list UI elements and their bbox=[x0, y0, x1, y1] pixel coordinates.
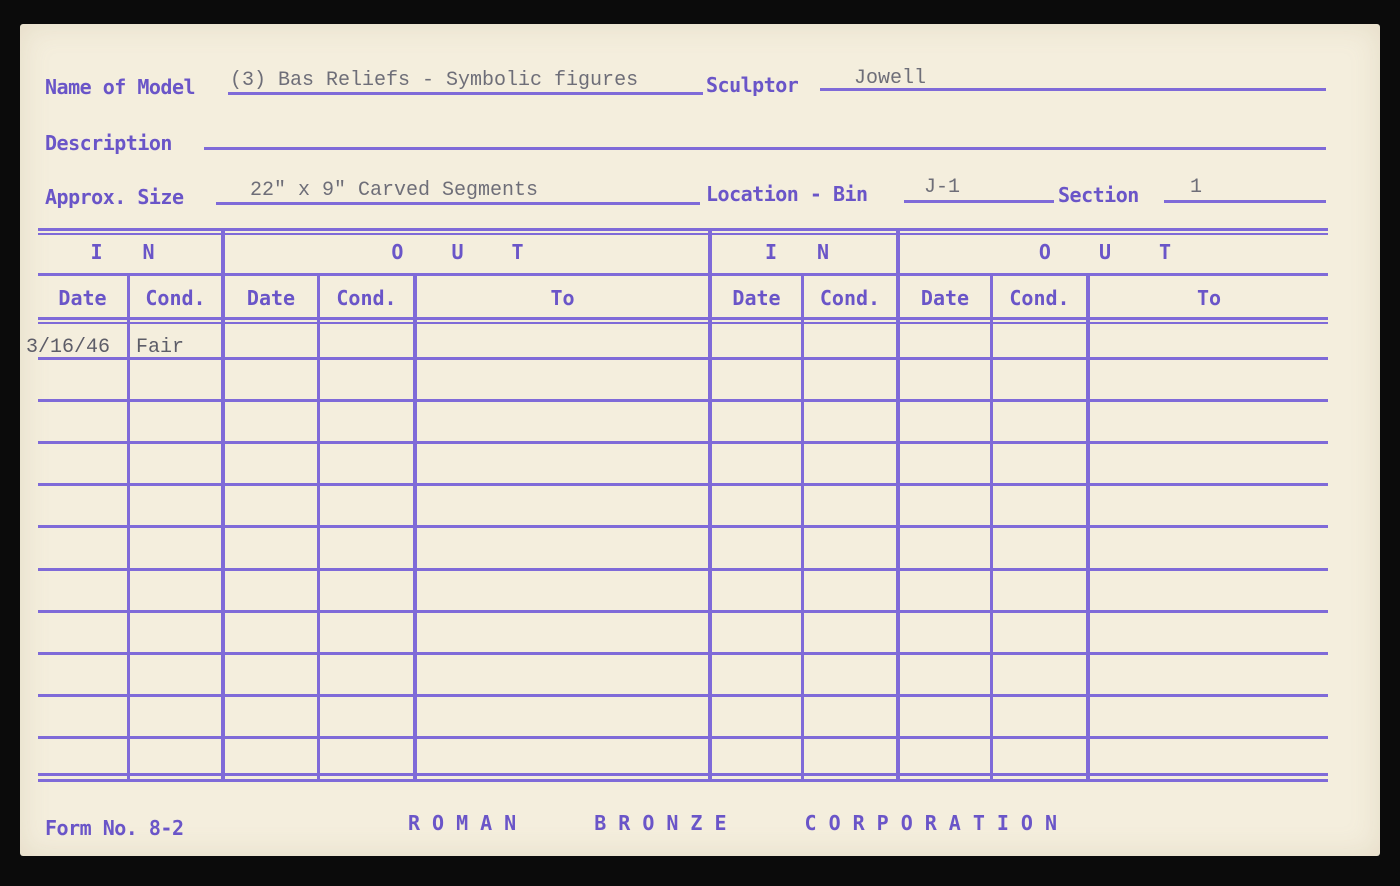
group-header-out: O U T bbox=[391, 240, 542, 264]
table-top-border bbox=[38, 228, 1328, 231]
index-card bbox=[20, 24, 1380, 856]
sculptor-label: Sculptor bbox=[706, 73, 799, 97]
group-divider bbox=[708, 231, 712, 779]
col-divider bbox=[317, 276, 320, 779]
approx-size-value: 22" x 9" Carved Segments bbox=[250, 179, 539, 202]
group-header-divider bbox=[38, 273, 1328, 276]
row-line bbox=[38, 736, 1328, 739]
row-line bbox=[38, 483, 1328, 486]
section-label: Section bbox=[1058, 183, 1139, 207]
column-header-date: Date bbox=[246, 286, 296, 310]
col-divider bbox=[990, 276, 993, 779]
row-line bbox=[38, 652, 1328, 655]
row-line bbox=[38, 399, 1328, 402]
table-bottom-border-2 bbox=[38, 779, 1328, 782]
column-header-divider bbox=[38, 317, 1328, 320]
col-divider bbox=[127, 276, 130, 779]
row-line bbox=[38, 610, 1328, 613]
sculptor-value: Jowell bbox=[854, 67, 927, 90]
row-line bbox=[38, 694, 1328, 697]
group-divider bbox=[221, 231, 225, 779]
row-line bbox=[38, 525, 1328, 528]
section-value: 1 bbox=[1190, 176, 1203, 199]
col-divider bbox=[1086, 276, 1090, 779]
location-bin-label: Location - Bin bbox=[706, 182, 868, 206]
table-cell-in-date: 3/16/46 bbox=[26, 336, 111, 359]
group-header-out: O U T bbox=[1038, 240, 1190, 264]
location-bin-underline bbox=[904, 200, 1054, 203]
column-header-date: Date bbox=[920, 286, 970, 310]
company-name: ROMAN BRONZE CORPORATION bbox=[408, 811, 1069, 835]
col-divider bbox=[413, 276, 417, 779]
table-bottom-border bbox=[38, 773, 1328, 776]
column-header-cond: Cond. bbox=[336, 286, 397, 310]
group-header-in: I N bbox=[764, 240, 844, 264]
approx-size-underline bbox=[216, 202, 700, 205]
group-header-in: I N bbox=[90, 240, 169, 264]
table-top-border-2 bbox=[38, 233, 1328, 235]
group-divider bbox=[896, 231, 900, 779]
approx-size-label: Approx. Size bbox=[45, 185, 184, 209]
name-of-model-value: (3) Bas Reliefs - Symbolic figures bbox=[230, 69, 639, 92]
name-of-model-label: Name of Model bbox=[45, 75, 196, 99]
description-label: Description bbox=[45, 131, 172, 155]
column-header-date: Date bbox=[58, 286, 107, 310]
description-underline bbox=[204, 147, 1326, 150]
column-header-cond: Cond. bbox=[145, 286, 206, 310]
column-header-divider-2 bbox=[38, 322, 1328, 324]
column-header-cond: Cond. bbox=[819, 286, 881, 310]
column-header-date: Date bbox=[732, 286, 781, 310]
row-line bbox=[38, 441, 1328, 444]
location-bin-value: J-1 bbox=[924, 176, 961, 199]
section-underline bbox=[1164, 200, 1326, 203]
form-number: Form No. 8-2 bbox=[45, 816, 184, 840]
column-header-cond: Cond. bbox=[1009, 286, 1070, 310]
col-divider bbox=[801, 276, 804, 779]
table-cell-in-cond: Fair bbox=[136, 336, 185, 359]
column-header-to: To bbox=[1196, 286, 1222, 310]
column-header-to: To bbox=[550, 286, 575, 310]
row-line bbox=[38, 357, 1328, 360]
name-of-model-underline bbox=[228, 92, 703, 95]
row-line bbox=[38, 568, 1328, 571]
